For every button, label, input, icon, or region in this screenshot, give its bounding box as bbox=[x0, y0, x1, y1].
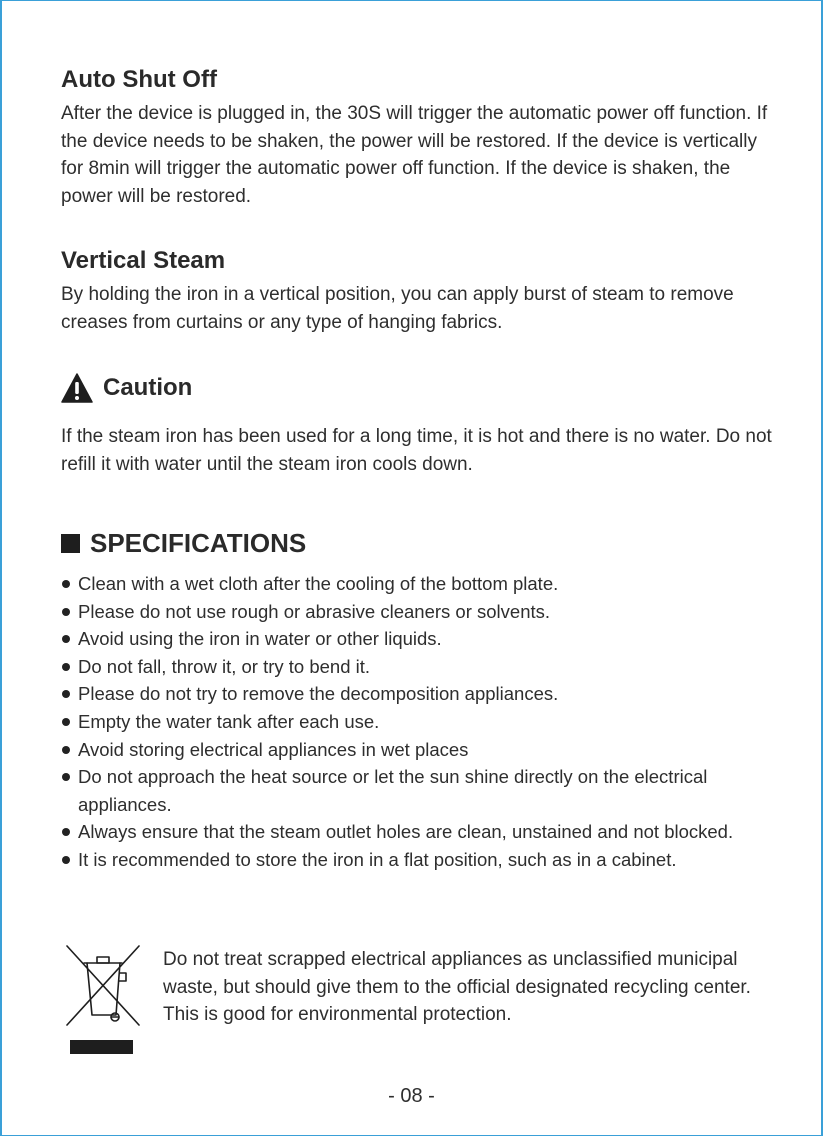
specifications-section bbox=[61, 527, 781, 874]
page-number: - 08 - bbox=[388, 1085, 435, 1107]
caution-title: Caution bbox=[103, 374, 193, 401]
list-item: Please do not try to remove the decomposition appliances. bbox=[61, 680, 781, 708]
caution-section bbox=[61, 373, 781, 478]
square-bullet-icon bbox=[61, 534, 80, 553]
vertical-steam-title: Vertical Steam bbox=[61, 247, 226, 274]
caution-body: If the steam iron has been used for a long time, it is hot and there is no water. Do not refill it with water until the steam iron cools down. bbox=[61, 426, 772, 475]
specifications-title: SPECIFICATIONS bbox=[90, 528, 307, 558]
auto-shut-off-body: After the device is plugged in, the 30S will trigger the automatic power off function. If the device needs to be shaken, the power will be restored. If the device is vertically for 8min will trigger the automatic power off function. If the device is shaken, the power will be restored. bbox=[61, 103, 768, 207]
list-item: Please do not use rough or abrasive cleaners or solvents. bbox=[61, 598, 781, 626]
auto-shut-off-section bbox=[61, 65, 781, 210]
list-item: Do not fall, throw it, or try to bend it. bbox=[61, 653, 781, 681]
disposal-text: Do not treat scrapped electrical appliances as unclassified municipal waste, but should give them to the official designated recycling center. This is good for environmental protection. bbox=[163, 949, 751, 1025]
crossed-out-bin-icon bbox=[64, 943, 142, 1055]
list-item: Avoid using the iron in water or other liquids. bbox=[61, 625, 781, 653]
list-item: Empty the water tank after each use. bbox=[61, 708, 781, 736]
list-item: Avoid storing electrical appliances in wet places bbox=[61, 736, 781, 764]
list-item: Always ensure that the steam outlet holes are clean, unstained and not blocked. bbox=[61, 818, 781, 846]
warning-triangle-icon bbox=[61, 373, 93, 403]
list-item: It is recommended to store the iron in a flat position, such as in a cabinet. bbox=[61, 846, 781, 874]
list-item: Do not approach the heat source or let the sun shine directly on the electrical appliances. bbox=[61, 763, 781, 818]
specifications-list bbox=[61, 570, 781, 874]
caution-header bbox=[61, 373, 781, 403]
auto-shut-off-title: Auto Shut Off bbox=[61, 66, 217, 93]
specifications-header bbox=[61, 527, 781, 559]
vertical-steam-section bbox=[61, 246, 781, 336]
disposal-section bbox=[163, 946, 783, 1029]
list-item: Clean with a wet cloth after the cooling of the bottom plate. bbox=[61, 570, 781, 598]
vertical-steam-body: By holding the iron in a vertical position, you can apply burst of steam to remove creases from curtains or any type of hanging fabrics. bbox=[61, 284, 734, 333]
